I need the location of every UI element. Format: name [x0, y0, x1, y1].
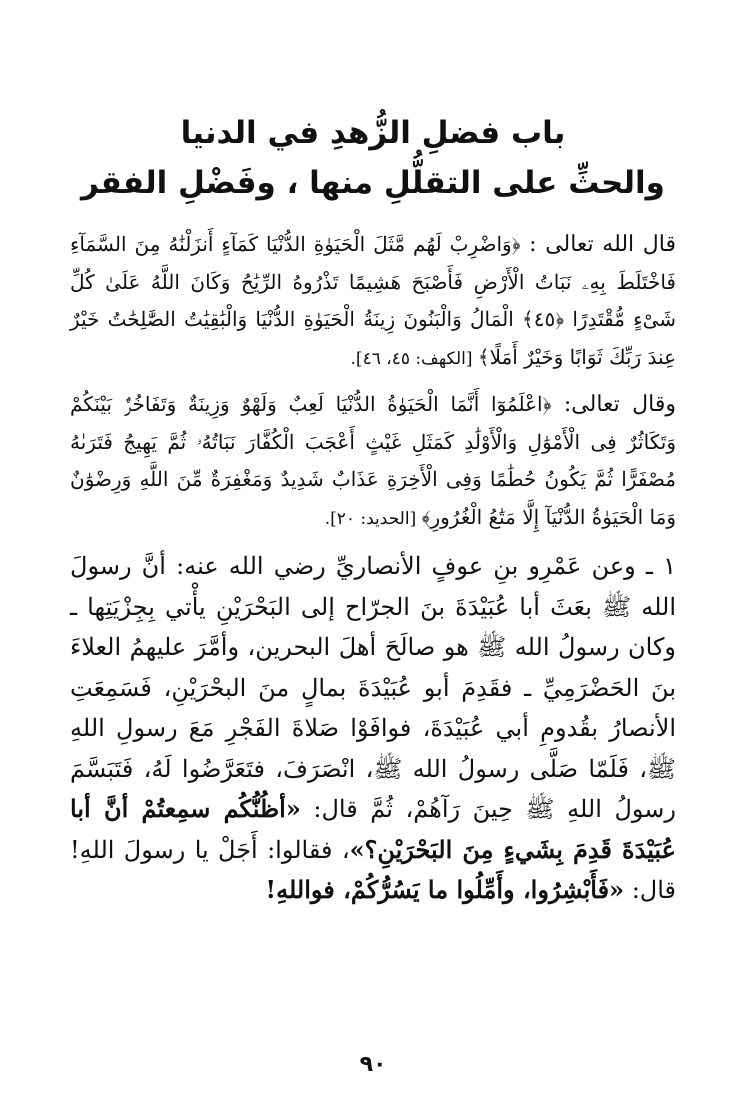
hadith-paragraph [70, 546, 676, 911]
page-number: ٩٠ [359, 1052, 387, 1077]
verse-paragraph-2 [70, 386, 676, 538]
verse-1-reference: [الكهف: ٤٥، ٤٦]. [350, 348, 478, 369]
hadith-text-2: ، فقالوا: أَجَلْ يا رسولَ اللهِ! قال: [70, 835, 676, 904]
hadith-text-1: ١ ـ وعن عَمْرِو بنِ عوفٍ الأنصاريِّ رضي الله عنه: أنَّ رسولَ الله ﷺ بعَثَ أبا عُبَيْدَةَ بنَ الجرّاح إلى البَحْرَيْنِ يأْتي بِجِزْيَتِها ـ وكان رسولُ الله ﷺ هو صالَحَ أهلَ البحرين، وأمَّرَ عليهمُ العلاءَ بنَ الحَضْرَمِيِّ ـ فقَدِمَ أبو عُبَيْدَةَ بمالٍ منَ البحْرَيْنِ، فَسَمِعَتِ الأنصارُ بقُدومِ أبي عُبَيْدَةَ، فوافَوْا صَلاةَ الفَجْرِ مَعَ رسولِ اللهِ ﷺ، فَلَمّا صَلَّى رسولُ الله ﷺ، انْصَرَفَ، فتَعَرَّضُوا لَهُ، فَتَبَسَّمَ رسولُ اللهِ ﷺ حِينَ رَآهُمْ، ثُمَّ قال: [70, 552, 676, 823]
verse-2-reference: [الحديد: ٢٠]. [324, 508, 422, 529]
hadith-quote-1: «أظُنُّكُم سمِعتُمْ أنَّ أبا عُبَيْدَةَ قَدِمَ بِشَيءٍ مِنَ البَحْرَيْنِ؟» [70, 794, 676, 864]
verse-2-text: ﴿اعْلَمُوٓا أَنَّمَا الْحَيَوٰةُ الدُّنْيَا لَعِبٌ وَلَهْوٌ وَزِينَةٌ وَتَفَاخُرٌۢ بَيْنَكُمْ وَتَكَاثُرٌ فِى الْأَمْوَٰلِ وَالْأَوْلَٰدِ كَمَثَلِ غَيْثٍ أَعْجَبَ الْكُفَّارَ نَبَاتُهُۥ ثُمَّ يَهِيجُ فَتَرَىٰهُ مُصْفَرًّا ثُمَّ يَكُونُ حُطَٰمًا وَفِى الْأَخِرَةِ عَذَابٌ شَدِيدٌ وَمَغْفِرَةٌ مِّنَ اللَّهِ وَرِضْوَٰنٌ وَمَا الْحَيَوٰةُ الدُّنْيَآ إِلَّا مَتَٰعُ الْغُرُورِ﴾ [70, 392, 676, 529]
hadith-quote-2: «فَأَبْشِرُوا، وأَمِّلُوا ما يَسُرُّكُمْ، فواللهِ! [265, 875, 625, 904]
verse-1-intro: قال الله تعالى : [520, 232, 676, 257]
verse-2-intro: وقال تعالى: [551, 392, 676, 417]
chapter-heading [70, 108, 676, 208]
chapter-title-line-1: باب فضلِ الزُّهدِ في الدنيا [180, 115, 566, 151]
verse-1-text: ﴿وَاضْرِبْ لَهُم مَّثَلَ الْحَيَوٰةِ الدُّنْيَا كَمَآءٍ أَنزَلْنَٰهُ مِنَ السَّمَآءِ فَاخْتَلَطَ بِهِۦ نَبَاتُ الْأَرْضِ فَأَصْبَحَ هَشِيمًا تَذْرُوهُ الرِّيَٰحُ وَكَانَ اللَّهُ عَلَىٰ كُلِّ شَىْءٍ مُّقْتَدِرًا ﴿٤٥﴾ الْمَالُ وَالْبَنُونَ زِينَةُ الْحَيَوٰةِ الدُّنْيَا وَالْبَٰقِيَٰتُ الصَّٰلِحَٰتُ خَيْرٌ عِندَ رَبِّكَ ثَوَابًا وَخَيْرٌ أَمَلًا﴾ [70, 232, 676, 369]
verse-paragraph-1 [70, 226, 676, 378]
chapter-title-line-2: والحثِّ على التقلُّلِ منها ، وفَضْلِ الفقر [81, 165, 665, 201]
